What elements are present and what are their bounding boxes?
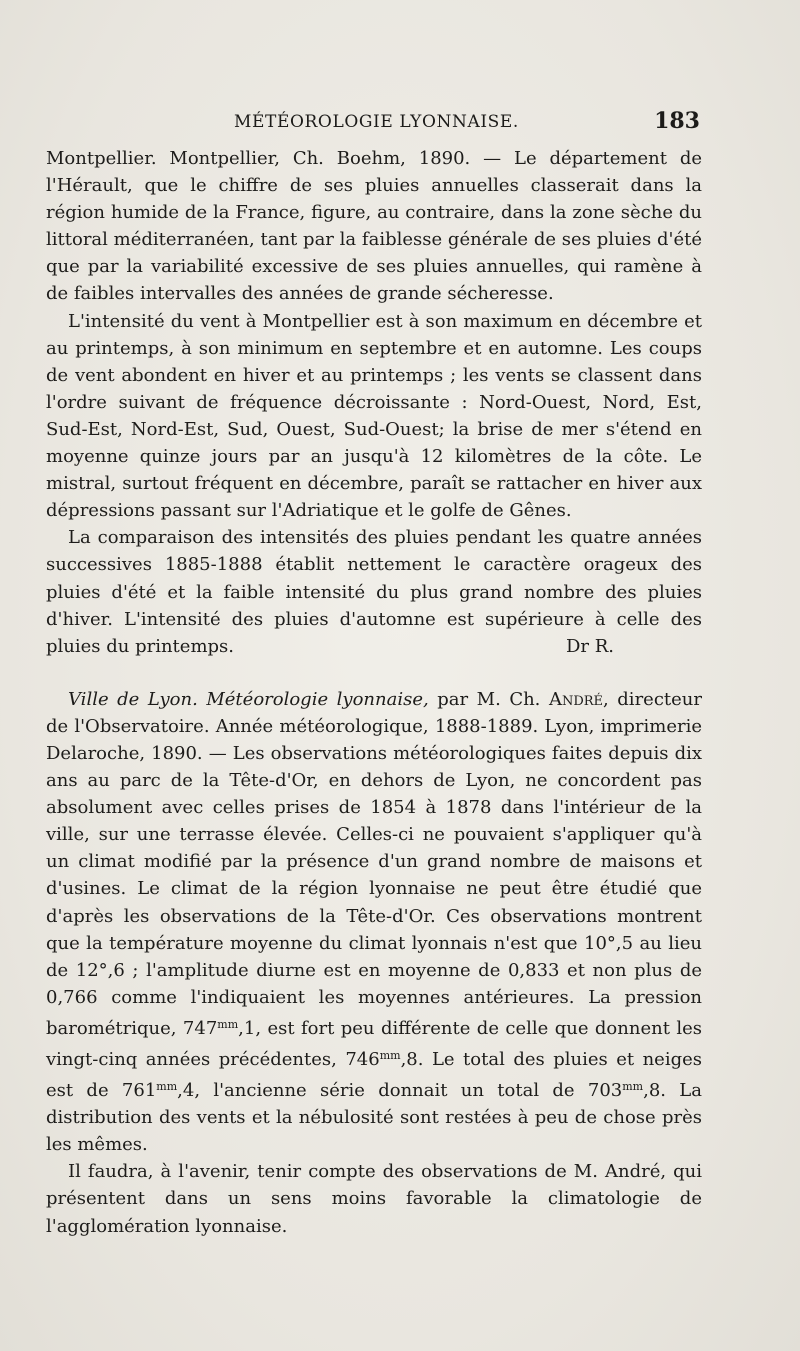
article2-paragraph1	[46, 686, 702, 1159]
article2-text-b: ,1, est fort peu différente de celle que donnent les vingt-cinq années précédentes,	[46, 1017, 702, 1070]
rain-unit: mm	[156, 1080, 178, 1094]
body-text	[46, 145, 702, 1240]
article2-text-c: ,8. Le total des pluies et neiges est de	[46, 1049, 702, 1102]
article1-paragraph1: Montpellier. Montpellier, Ch. Boehm, 1890. — Le département de l'Hérault, que le chiffre de ses pluies annuelles classerait dans la région humide de la France, figure, au contraire, dans la zone sèche du littoral méditerranéen, tant par la faiblesse générale de ses pluies d'été que par la variabilité excessive de ses pluies annuelles, qui ramène à de faibles intervalles des années de grande sécheresse.	[46, 148, 702, 305]
article1-paragraph3-text: La comparaison des intensités des pluies pendant les quatre années successives 1885-1888 établit nettement le caractère orageux des pluies d'été et la faible intensité du plus grand nombre des pluies d'hiver. L'intensité des pluies d'automne est supérieure à celle des pluies du printemps.	[46, 527, 702, 657]
running-title: MÉTÉOROLOGIE LYONNAISE.	[234, 112, 519, 132]
article1-paragraph3-block	[46, 524, 702, 659]
pressure-value: 747	[182, 1017, 218, 1039]
article2-by: par M. Ch.	[428, 688, 549, 710]
article1-signature: Dr R.	[565, 635, 614, 657]
page-number: 183	[654, 108, 700, 134]
article2-author: André	[548, 688, 604, 710]
article2-paragraph2: Il faudra, à l'avenir, tenir compte des observations de M. André, qui présentent dans un sens moins favorable la climatologie de l'agglomération lyonnaise.	[46, 1161, 702, 1237]
article-separator	[46, 660, 702, 686]
rain-value: 761	[121, 1080, 157, 1102]
old-rain-value: 703	[587, 1080, 623, 1102]
article2-text-d: ,4, l'ancienne série donnait un total de	[177, 1080, 588, 1102]
running-head	[44, 108, 700, 138]
article1-paragraph2: L'intensité du vent à Montpellier est à son maximum en décembre et au printemps, à son minimum en septembre et en automne. Les coups de vent abondent en hiver et au printemps ; les vents se classent dans l'ordre suivant de fréquence décroissante : Nord-Ouest, Nord, Est, Sud-Est, Nord-Est, Sud, Ouest, Sud-Ouest; la brise de mer s'étend en moyenne quinze jours par an jusqu'à 12 kilomètres de la côte. Le mistral, surtout fréquent en décembre, paraît se rattacher en hiver aux dépressions passant sur l'Adriatique et le golfe de Gênes.	[46, 310, 702, 522]
article1-paragraph3	[46, 524, 702, 659]
article2-text-a: , directeur de l'Observatoire. Année météorologique, 1888-1889. Lyon, imprimerie Delaroche, 1890. — Les observations météorologiques faites depuis dix ans au parc de la Tête-d'Or, en dehors de Lyon, ne concordent pas absolument avec celles prises de 1854 à 1878 dans l'intérieur de la ville, sur une terrasse élevée. Celles-ci ne pouvaient s'appliquer qu'à un climat modifié par la présence d'un grand nombre de maisons et d'usines. Le climat de la région lyonnaise ne peut être étudié que d'après les observations de la Tête-d'Or. Ces observations montrent que la température moyenne du climat lyonnais n'est que 10°,5 au lieu de 12°,6 ; l'amplitude diurne est en moyenne de 0,833 et non plus de 0,766 comme l'indiquaient les moyennes antérieures. La pression barométrique,	[46, 688, 702, 1039]
article2-title: Ville de Lyon. Météorologie lyonnaise,	[68, 688, 429, 710]
article2-text-e: ,8. La distribution des vents et la nébulosité sont restées à peu de chose près les mêmes.	[46, 1080, 702, 1156]
previous-pressure-unit: mm	[379, 1049, 401, 1062]
old-rain-unit: mm	[622, 1080, 644, 1094]
pressure-unit: mm	[217, 1017, 239, 1031]
previous-pressure-value: 746	[345, 1049, 380, 1070]
